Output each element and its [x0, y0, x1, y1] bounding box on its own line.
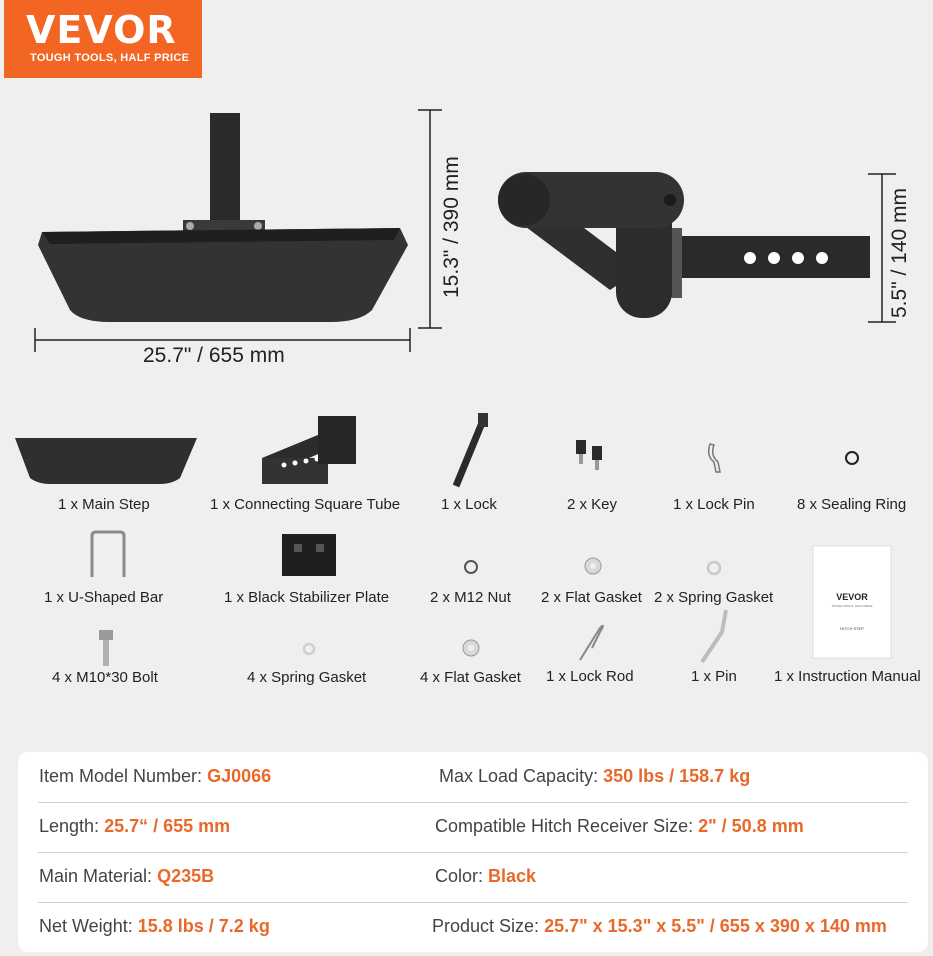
part-label-sealing-ring: 8 x Sealing Ring: [797, 496, 907, 513]
depth-dimension: 5.5" / 140 mm: [888, 187, 911, 318]
part-label-main-step: 1 x Main Step: [58, 496, 150, 513]
part-label-spring-gasket-2: 4 x Spring Gasket: [247, 669, 367, 686]
spec-length: [39, 816, 230, 837]
main-step-image: [15, 438, 197, 484]
specs-card: [18, 752, 928, 952]
part-label-lock-rod: 1 x Lock Rod: [546, 668, 634, 685]
manual-brand: VEVOR: [836, 592, 868, 602]
spec-load-value: 350 lbs / 158.7 kg: [603, 766, 751, 786]
spec-material-value: Q235B: [157, 866, 215, 886]
spec-color: [435, 866, 536, 887]
u-bar-image: [92, 532, 124, 577]
part-label-pin: 1 x Pin: [691, 668, 737, 685]
spec-material: [39, 866, 214, 887]
spec-weight-value: 15.8 lbs / 7.2 kg: [137, 916, 270, 936]
spring-gasket-image: [708, 562, 720, 574]
part-label-lock-pin: 1 x Lock Pin: [673, 496, 755, 513]
spec-weight-label: Net Weight:: [39, 916, 133, 936]
width-dimension: 25.7" / 655 mm: [143, 344, 285, 367]
spring-gasket-image-2: [304, 644, 314, 654]
part-label-key: 2 x Key: [567, 496, 618, 513]
spec-color-label: Color:: [435, 866, 484, 886]
lock-rod-image: [580, 626, 603, 660]
part-label-stabilizer-plate: 1 x Black Stabilizer Plate: [224, 589, 390, 606]
spec-receiver-value: 2" / 50.8 mm: [698, 816, 804, 836]
spec-model-label: Item Model Number:: [39, 766, 203, 786]
height-dimension: 15.3" / 390 mm: [440, 156, 463, 298]
spec-length-value: 25.7“ / 655 mm: [104, 816, 231, 836]
part-label-connecting-tube: 1 x Connecting Square Tube: [210, 496, 401, 513]
spec-material-label: Main Material:: [39, 866, 153, 886]
part-label-bolt: 4 x M10*30 Bolt: [52, 669, 158, 686]
logo-brand: VEVOR: [26, 8, 177, 52]
spec-receiver: [435, 816, 804, 837]
m12-nut-image: [465, 561, 477, 573]
part-label-u-bar: 1 x U-Shaped Bar: [44, 589, 164, 606]
spec-load: [439, 766, 750, 787]
keys-image: [576, 440, 602, 470]
lock-pin-image: [709, 444, 720, 472]
sealing-ring-image: [846, 452, 858, 464]
part-label-spring-gasket: 2 x Spring Gasket: [654, 589, 774, 606]
part-label-flat-gasket: 2 x Flat Gasket: [541, 589, 642, 606]
divider: [38, 852, 908, 853]
spec-color-value: Black: [488, 866, 537, 886]
manual-title: HITCH STEP: [840, 626, 864, 631]
spec-load-label: Max Load Capacity:: [439, 766, 599, 786]
part-label-lock: 1 x Lock: [441, 496, 497, 513]
spec-size-label: Product Size:: [432, 916, 540, 936]
part-label-flat-gasket-2: 4 x Flat Gasket: [420, 669, 521, 686]
spec-weight: [39, 916, 270, 937]
instruction-manual-image: [813, 546, 891, 658]
spec-receiver-label: Compatible Hitch Receiver Size:: [435, 816, 694, 836]
bolt-image: [99, 630, 113, 666]
spec-model: [39, 766, 271, 787]
spec-length-label: Length:: [39, 816, 100, 836]
pin-image: [702, 610, 726, 662]
stabilizer-plate-image: [282, 534, 336, 576]
spec-size: [432, 916, 887, 937]
part-label-instruction-manual: 1 x Instruction Manual: [774, 668, 921, 685]
divider: [38, 802, 908, 803]
logo-tagline: TOUGH TOOLS, HALF PRICE: [30, 52, 190, 64]
divider: [38, 902, 908, 903]
spec-size-value: 25.7" x 15.3" x 5.5" / 655 x 390 x 140 mm: [544, 916, 887, 936]
lock-image: [456, 413, 488, 486]
manual-subtitle: TOUGH TOOLS, HALF PRICE: [831, 604, 873, 608]
connecting-tube-image: [262, 416, 356, 484]
spec-model-value: GJ0066: [207, 766, 272, 786]
part-label-m12-nut: 2 x M12 Nut: [430, 589, 511, 606]
